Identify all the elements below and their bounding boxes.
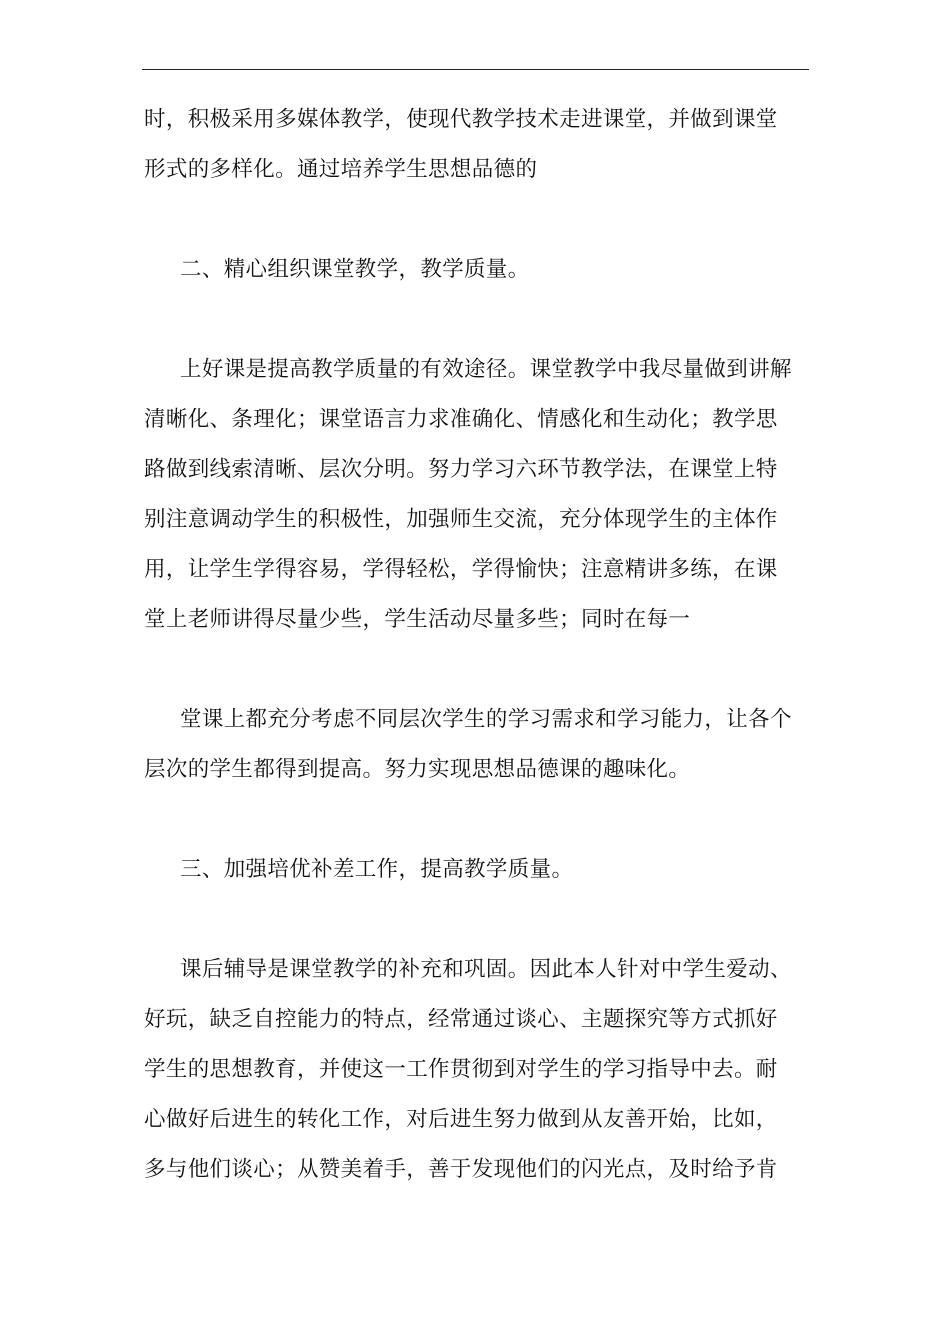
- section-heading-2: [144, 245, 810, 295]
- text-line: 时，积极采用多媒体教学，使现代教学技术走进课堂，并做到课堂: [144, 107, 778, 132]
- text-line: 堂课上都充分考虑不同层次学生的学习需求和学习能力，让各个: [180, 707, 792, 732]
- section-heading-3: [144, 845, 810, 895]
- text-line: 路做到线索清晰、层次分明。努力学习六环节教学法，在课堂上特: [144, 457, 778, 482]
- heading-text: 三、加强培优补差工作，提高教学质量。: [180, 857, 574, 882]
- text-line: 堂上老师讲得尽量少些，学生活动尽量多些；同时在每一: [144, 607, 691, 632]
- text-line: 清晰化、条理化；课堂语言力求准确化、情感化和生动化；教学思: [144, 407, 778, 432]
- header-rule: [142, 69, 809, 70]
- text-line: 形式的多样化。通过培养学生思想品德的: [144, 157, 538, 182]
- text-line: 别注意调动学生的积极性，加强师生交流，充分体现学生的主体作: [144, 507, 778, 532]
- paragraph-after-class-tutoring: [144, 945, 810, 1195]
- text-line: 好玩，缺乏自控能力的特点，经常通过谈心、主题探究等方式抓好: [144, 1007, 778, 1032]
- text-line: 用，让学生学得容易，学得轻松，学得愉快；注意精讲多练，在课: [144, 557, 778, 582]
- paragraph-classroom-teaching: [144, 345, 810, 645]
- heading-text: 二、精心组织课堂教学，教学质量。: [180, 257, 530, 282]
- text-line: 心做好后进生的转化工作，对后进生努力做到从友善开始，比如，: [144, 1107, 778, 1132]
- text-line: 层次的学生都得到提高。努力实现思想品德课的趣味化。: [144, 757, 691, 782]
- text-line: 多与他们谈心；从赞美着手，善于发现他们的闪光点，及时给予肯: [144, 1157, 778, 1182]
- paragraph-differentiated-learning: [144, 695, 810, 795]
- text-line: 课后辅导是课堂教学的补充和巩固。因此本人针对中学生爱动、: [180, 957, 792, 982]
- paragraph-continuation: [144, 95, 810, 195]
- text-line: 学生的思想教育，并使这一工作贯彻到对学生的学习指导中去。耐: [144, 1057, 778, 1082]
- text-line: 上好课是提高教学质量的有效途径。课堂教学中我尽量做到讲解: [180, 357, 792, 382]
